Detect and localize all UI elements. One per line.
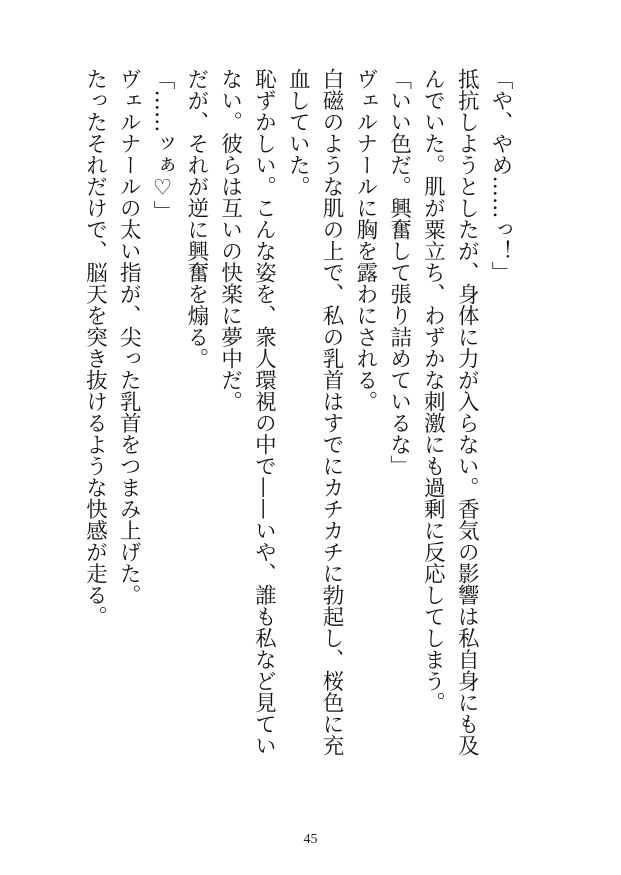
text-line: 「や、やめ……っ！」 [488,68,513,283]
text-line: だが、それが逆に興奮を煽る。 [183,68,209,369]
text-line: ヴェルナールの太い指が、尖った乳首をつまみ上げた。 [116,68,142,606]
text-line: 抵抗しようとしたが、身体に力が入らない。香気の影響は私自身にも及 [454,68,480,756]
text-line: 「……ッぁ♡」 [150,68,176,222]
text-line: たったそれだけで、脳天を突き抜けるような快感が走る。 [82,68,108,627]
text-line: ない。彼らは互いの快楽に夢中だ。 [217,68,243,412]
text-line: 血していた。 [285,68,311,197]
text-line: んでいた。肌が粟立ち、わずかな刺激にも過剰に反応してしまう。 [420,68,446,713]
text-line: ヴェルナールに胸を露わにされる。 [352,68,378,412]
text-line: 「いい色だ。興奮して張り詰めているな」 [386,68,412,477]
page-number: 45 [303,832,318,847]
text-line: 恥ずかしい。こんな姿を、衆人環視の中で——いや、誰も私など見てい [251,68,277,756]
text-line: 白磁のような肌の上で、私の乳首はすでにカチカチに勃起し、桜色に充 [319,68,345,756]
vertical-text-block [78,68,517,768]
